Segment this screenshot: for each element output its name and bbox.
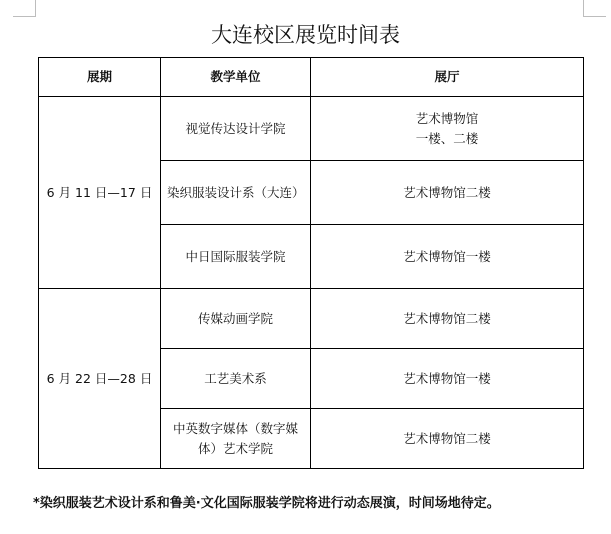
header-unit: 教学单位 — [161, 58, 311, 97]
unit-cell: 视觉传达设计学院 — [161, 97, 311, 161]
unit-cell: 染织服装设计系（大连） — [161, 161, 311, 225]
hall-cell: 艺术博物馆二楼 — [311, 409, 584, 469]
unit-cell: 中日国际服装学院 — [161, 225, 311, 289]
period-cell: 6 月 11 日—17 日 — [39, 97, 161, 289]
crop-mark-top-right — [583, 0, 606, 17]
unit-cell: 中英数字媒体（数字媒体）艺术学院 — [161, 409, 311, 469]
unit-cell: 工艺美术系 — [161, 349, 311, 409]
crop-mark-top-left — [13, 0, 36, 17]
hall-line: 艺术博物馆 — [415, 110, 479, 126]
footnote: *染织服装艺术设计系和鲁美·文化国际服装学院将进行动态展演，时间场地待定。 — [33, 496, 500, 511]
table-row — [39, 289, 584, 349]
hall-cell: 艺术博物馆一楼 — [311, 225, 584, 289]
period-cell: 6 月 22 日—28 日 — [39, 289, 161, 469]
hall-cell: 艺术博物馆一楼 — [311, 349, 584, 409]
page-title: 大连校区展览时间表 — [211, 23, 400, 47]
hall-cell: 艺术博物馆二楼 — [311, 289, 584, 349]
exhibition-schedule-table — [38, 57, 584, 469]
hall-cell: 艺术博物馆二楼 — [311, 161, 584, 225]
table-header-row — [39, 58, 584, 97]
hall-line: 一楼、二楼 — [415, 130, 479, 146]
header-hall: 展厅 — [311, 58, 584, 97]
table-row — [39, 97, 584, 161]
hall-cell — [311, 97, 584, 161]
unit-cell: 传媒动画学院 — [161, 289, 311, 349]
header-period: 展期 — [39, 58, 161, 97]
